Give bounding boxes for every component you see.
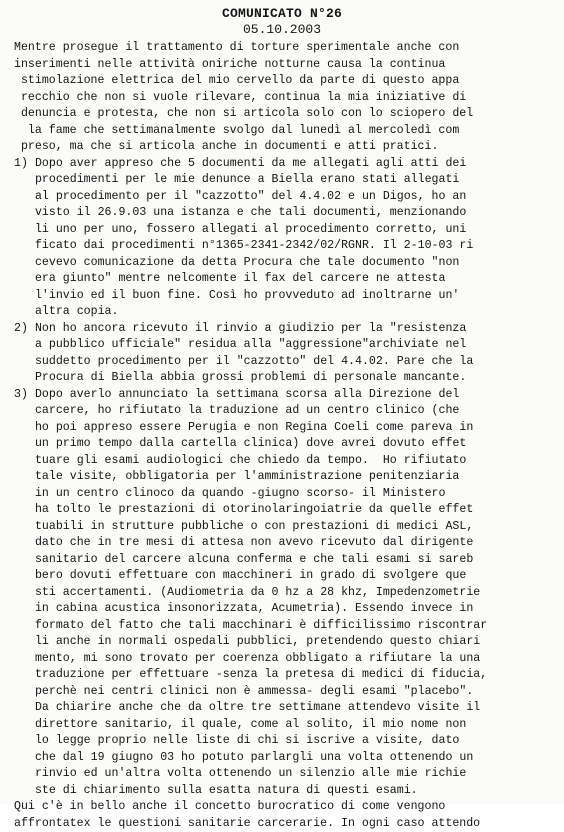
list-item-text: formato del fatto che tali macchinari è difficilissimo riscontrar [28, 619, 487, 632]
list-item-text: ho poi appreso essere Perugia e non Regina Coeli come pareva in [28, 421, 473, 434]
list-item-line [14, 304, 558, 321]
list-item-line [14, 370, 558, 387]
list-item-text: ficato dai procedimenti n°1365-2341-2342/02/RGNR. Il 2-10-03 ri [28, 239, 473, 252]
list-item-line [14, 783, 558, 800]
list-item-text: dato che in tre mesi di attesa non avevo ricevuto dal dirigente [28, 536, 473, 549]
list-item-text: tale visite, obbligatoria per l'amministrazione penitenziaria [28, 470, 459, 483]
list-item-line [14, 238, 558, 255]
list-item-line [14, 552, 558, 569]
intro-line: recchio che non si vuole rilevare, continua la mia iniziative di [14, 90, 558, 107]
list-item-text: era giunto" mentre nelcomente il fax del carcere ne attesta [28, 272, 445, 285]
list-item-text: direttore sanitario, il quale, come al solito, il mio nome non [28, 718, 466, 731]
list-item-number: 1) [14, 156, 28, 173]
list-item-text: in un centro clinoco da quando -giugno scorso- il Ministero [28, 487, 445, 500]
list-item-text: l'invio ed il buon fine. Così ho provveduto ad inoltrarne un' [28, 289, 459, 302]
list-item-text: altra copia. [28, 305, 118, 318]
list-item-line [14, 387, 558, 404]
list-item-text: lo legge proprio nelle liste di chi si iscrive a visite, dato [28, 734, 459, 747]
list-item-line [14, 288, 558, 305]
list-item-line [14, 519, 558, 536]
list-item-text: procedimenti per le mie denunce a Biella erano stati allegati [28, 173, 459, 186]
list-item-line [14, 486, 558, 503]
list-item-line [14, 321, 558, 338]
list-item-line [14, 354, 558, 371]
list-item-text: a pubblico ufficiale" residua alla "aggressione"archiviate nel [28, 338, 466, 351]
list-item-line [14, 453, 558, 470]
list-item-text: perchè nei centri clinici non è ammessa- degli esami "placebo". [28, 685, 473, 698]
list-item-text: Dopo averlo annunciato la settimana scorsa alla Direzione del [28, 388, 459, 401]
list-item-text: rinvio ed un'altra volta ottenendo un silenzio alle mie richie [28, 767, 466, 780]
document-body [14, 40, 558, 832]
list-item-line [14, 568, 558, 585]
list-item-line [14, 667, 558, 684]
list-item-line [14, 634, 558, 651]
list-item-line [14, 156, 558, 173]
list-item-line [14, 255, 558, 272]
list-item-text: un primo tempo dalla cartella clinica) dove avrei dovuto effet [28, 437, 466, 450]
list-item-line [14, 585, 558, 602]
list-item-line [14, 189, 558, 206]
list-item-text: in cabina acustica insonorizzata, Acumetria). Essendo invece in [28, 602, 473, 615]
list-item-text: tuabili in strutture pubbliche o con prestazioni di medici ASL, [28, 520, 473, 533]
list-item-text: ha tolto le prestazioni di otorinolaringoiatrie da quelle effet [28, 503, 473, 516]
document-title: COMUNICATO N°26 [0, 6, 564, 21]
list-item-text: li uno per uno, fossero allegati al procedimento corretto, uni [28, 223, 466, 236]
list-item-text: cevevo comunicazione da detta Procura che tale documento "non [28, 256, 459, 269]
list-item-line [14, 420, 558, 437]
list-item-text: al procedimento per il "cazzotto" del 4.4.02 e un Digos, ho an [28, 190, 466, 203]
list-item-text: Non ho ancora ricevuto il rinvio a giudizio per la "resistenza [28, 322, 466, 335]
list-item-text: ste di chiarimento sulla esatta natura di questi esami. [28, 784, 418, 797]
list-item-line [14, 601, 558, 618]
list-item-line [14, 337, 558, 354]
list-item-text: carcere, ho rifiutato la traduzione ad un centro clinico (che [28, 404, 459, 417]
list-item-text: suddetto procedimento per il "cazzotto" del 4.4.02. Pare che la [28, 355, 473, 368]
list-item-line [14, 205, 558, 222]
intro-line: preso, ma che si articola anche in documenti e atti pratici. [14, 139, 558, 156]
list-item-line [14, 618, 558, 635]
list-item-line [14, 750, 558, 767]
list-item-line [14, 172, 558, 189]
list-item-line [14, 469, 558, 486]
intro-line: stimolazione elettrica del mio cervello da parte di questo appa [14, 73, 558, 90]
list-item-number: 3) [14, 387, 28, 404]
list-item-line [14, 403, 558, 420]
list-item-line [14, 651, 558, 668]
intro-line: la fame che settimanalmente svolgo dal lunedì al mercoledì com [14, 123, 558, 140]
list-item-line [14, 271, 558, 288]
list-item-text: sti accertamenti. (Audiometria da 0 hz a 28 khz, Impedenzometrie [28, 586, 480, 599]
list-item-number: 2) [14, 321, 28, 338]
list-item-text: Da chiarire anche che da oltre tre settimane attendevo visite il [28, 701, 480, 714]
list-item-line [14, 733, 558, 750]
list-item-text: li anche in normali ospedali pubblici, pretendendo questo chiari [28, 635, 480, 648]
list-item-text: visto il 26.9.03 una istanza e che tali documenti, menzionando [28, 206, 466, 219]
list-item-text: Procura di Biella abbia grossi problemi di personale mancante. [28, 371, 466, 384]
closing-line: Qui c'è in bello anche il concetto burocratico di come vengono [14, 799, 558, 816]
list-item-line [14, 700, 558, 717]
closing-line: affrontatex le questioni sanitarie carcerarie. In ogni caso attendo [14, 816, 558, 832]
list-item-text: Dopo aver appreso che 5 documenti da me allegati agli atti dei [28, 157, 466, 170]
intro-line: denuncia e protesta, che non si articola solo con lo sciopero del [14, 106, 558, 123]
list-item-line [14, 222, 558, 239]
list-item-line [14, 436, 558, 453]
list-item-line [14, 717, 558, 734]
document-date: 05.10.2003 [0, 22, 564, 37]
list-item-text: sanitario del carcere alcuna conferma e che tali esami si sareb [28, 553, 473, 566]
intro-line: Mentre prosegue il trattamento di torture sperimentale anche con [14, 40, 558, 57]
intro-line: inserimenti nelle attività oniriche notturne causa la continua [14, 57, 558, 74]
list-item-text: tuare gli esami audiologici che chiedo da tempo. Ho rifiutato [28, 454, 466, 467]
list-item-line [14, 502, 558, 519]
list-item-line [14, 684, 558, 701]
list-item-text: bero dovuti effettuare con macchineri in grado di svolgere que [28, 569, 466, 582]
list-item-line [14, 535, 558, 552]
list-item-text: traduzione per effettuare -senza la pretesa di medici di fiducia, [28, 668, 487, 681]
list-item-text: mento, mi sono trovato per coerenza obbligato a rifiutare la una [28, 652, 480, 665]
list-item-line [14, 766, 558, 783]
list-item-text: che dal 19 giugno 03 ho potuto parlargli una volta ottenendo un [28, 751, 473, 764]
